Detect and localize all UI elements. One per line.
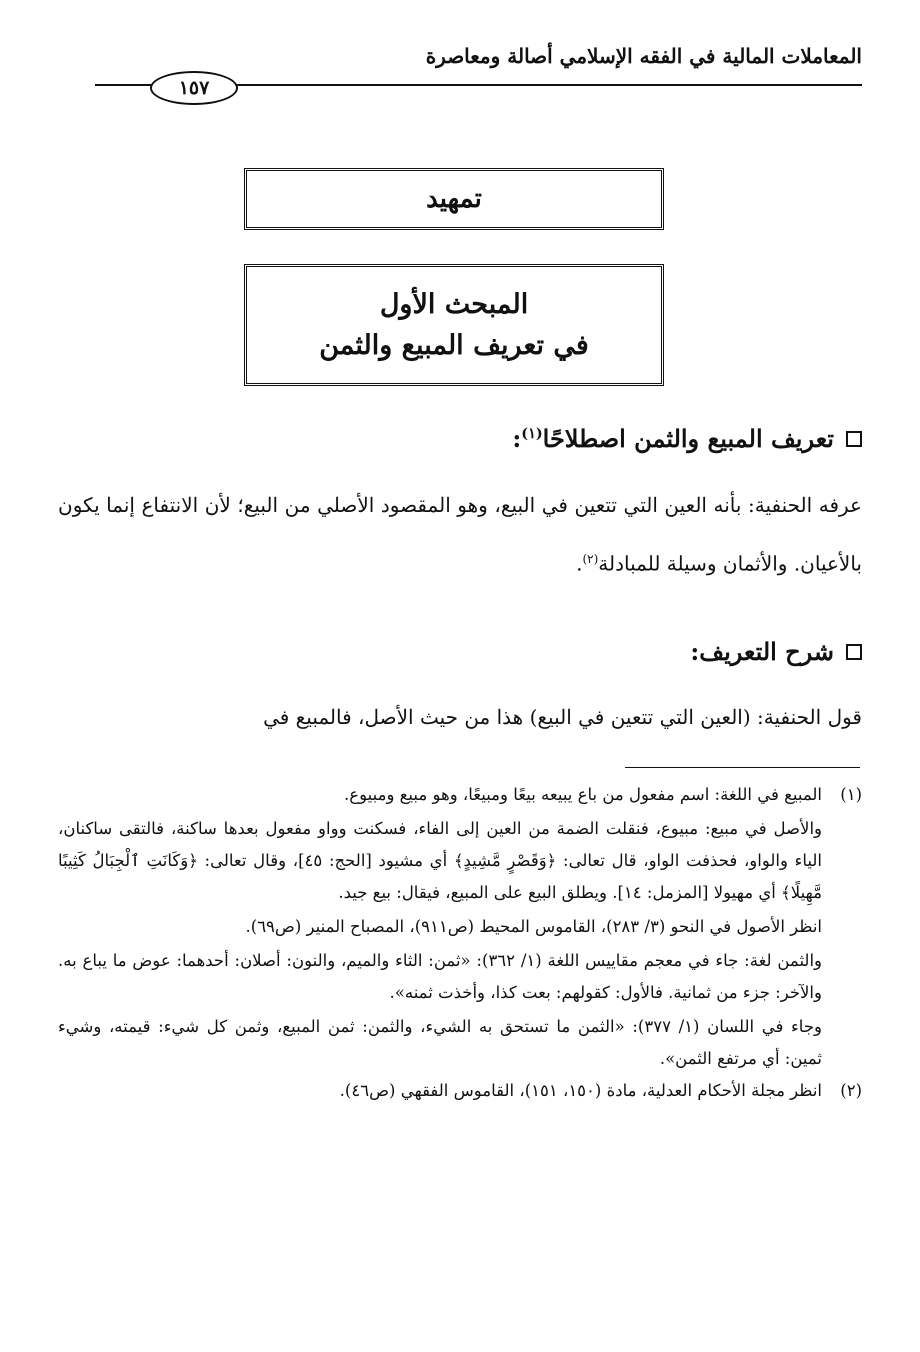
footnote-paragraph: المبيع في اللغة: اسم مفعول من باع يبيعه بيعًا ومبيعًا، وهو مبيع ومبيوع. [344,785,822,804]
page-number: ١٥٧ [150,71,238,105]
footnote-paragraph: وجاء في اللسان (١/ ٣٧٧): «الثمن ما تستحق به الشيء، والثمن: ثمن المبيع، وثمن كل شيء: قيمته، وشيء ثمين: أي مرتفع الثمن». [58,1017,822,1068]
square-bullet-icon [846,644,862,660]
footnote-ref: (١) [521,425,543,442]
footnote-paragraph: والثمن لغة: جاء في معجم مقاييس اللغة (١/ ٣٦٢): «ثمن: الثاء والميم، والنون: أصلان: أحدهما: عوض ما يباع به. والآخر: جزء من ثمانية. فالأول: كقولهم: بعت كذا، وأخذت ثمنه». [58,951,823,1002]
section-title-box [244,264,664,386]
paragraph-definition: عرفه الحنفية: بأنه العين التي تتعين في البيع، وهو المقصود الأصلي من البيع؛ لأن الانتفاع إنما يكون بالأعيان. والأثمان وسيلة للمبادلة$^{(٢)}$. [58,493,862,576]
heading-definition [95,424,862,453]
footnote-paragraph: والأصل في مبيع: مبيوع، فنقلت الضمة من العين إلى الفاء، فسكنت وواو مفعول بعدها ساكنة، فالتقى ساكنان، الياء والواو، فحذفت الواو، قال تعالى: ﴿وَقَصْرٍ مَّشِيدٍ﴾ أي مشيود [الحج: ٤٥]، وقال تعالى: ﴿وَكَانَتِ ٱلْجِبَالُ كَثِيبًا مَّهِيلًا﴾ أي مهيولا [المزمل: ١٤]. ويطلق البيع على المبيع، فيقال: بيع جيد. [58,819,823,902]
heading-explanation [95,637,862,666]
section-title-line2: في تعريف المبيع والثمن [319,330,589,361]
paragraph-explanation: قول الحنفية: (العين التي تتعين في البيع) هذا من حيث الأصل، فالمبيع في [263,705,862,729]
heading-explanation-text: شرح التعريف: [690,637,834,666]
title-box [244,168,664,230]
square-bullet-icon [846,431,862,447]
footnote-1 [58,779,862,1075]
chapter-title: تمهيد [426,184,482,214]
heading-definition-text: تعريف المبيع والثمن اصطلاحًا$^{(١)}$: [512,424,834,453]
section-title-line1: المبحث الأول [379,289,529,320]
footnotes [58,779,862,1107]
footnote-number: (٢) [840,1081,862,1100]
footnote-paragraph: انظر مجلة الأحكام العدلية، مادة (١٥٠، ١٥١)، القاموس الفقهي (ص٤٦). [339,1081,822,1100]
footnote-separator [625,767,860,768]
footnote-number: (١) [840,785,862,804]
running-header: المعاملات المالية في الفقه الإسلامي أصالة ومعاصرة [425,44,862,68]
footnote-ref: (٢) [582,552,599,566]
footnote-paragraph: انظر الأصول في النحو (٣/ ٢٨٣)، القاموس المحيط (ص٩١١)، المصباح المنير (ص٦٩). [245,917,822,936]
footnote-2 [58,1075,862,1107]
